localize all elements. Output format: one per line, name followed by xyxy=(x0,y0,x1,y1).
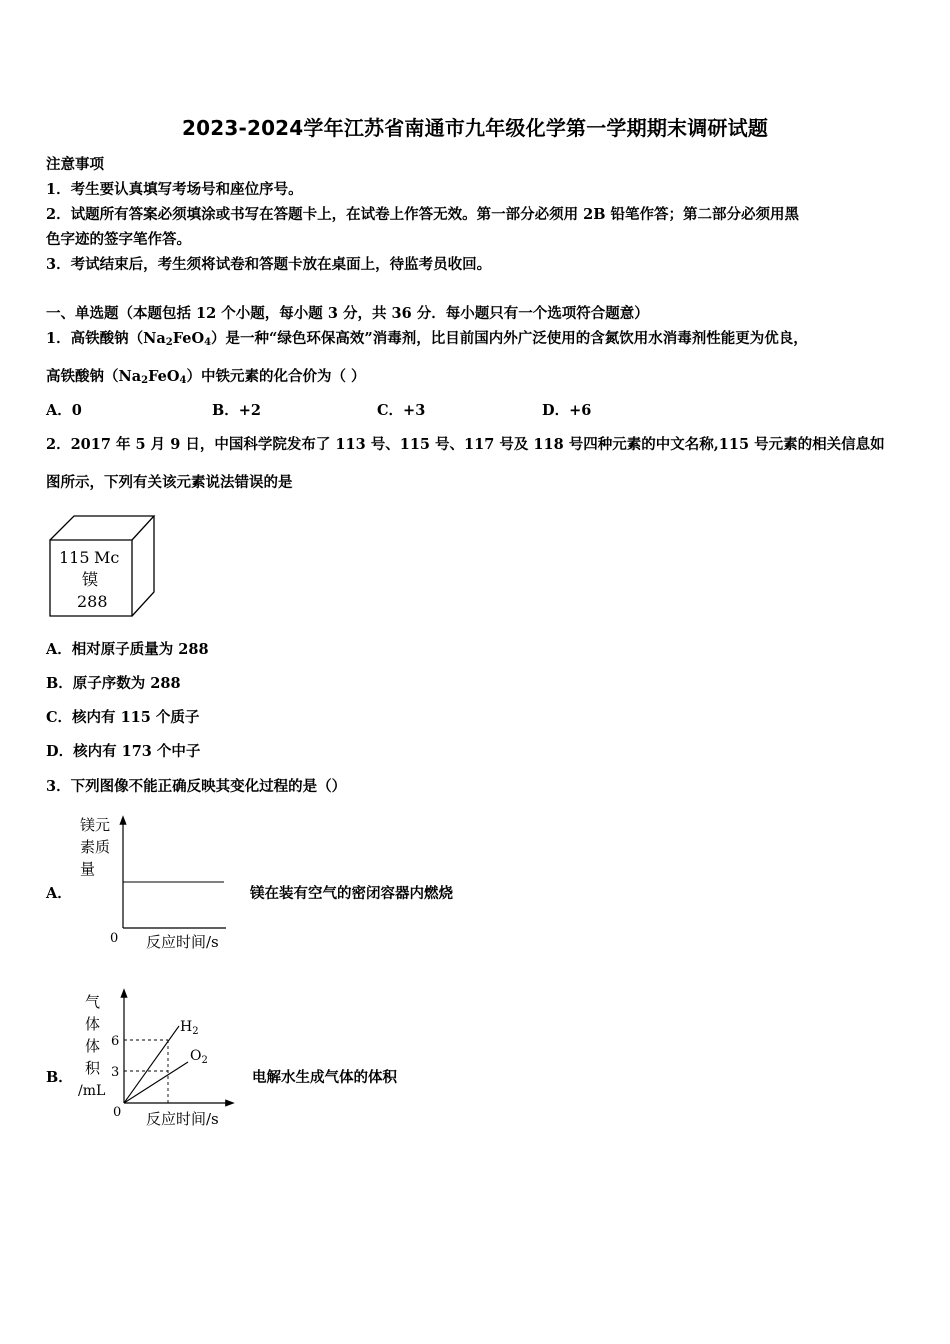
element-card-side xyxy=(132,516,154,616)
element-mass: 288 xyxy=(77,592,108,611)
q2-option-c[interactable]: C．核内有 115 个质子 xyxy=(46,709,200,726)
q3-option-a-label[interactable]: A． xyxy=(46,885,72,902)
q1-stem-line1: 1．高铁酸钠$(Na_2FeO_4)$是一种“绿色环保高效”消毒剂，比目前国内外广泛使用的含氮饮用水消毒剂性能更为优良， xyxy=(46,330,808,348)
q2-stem-line2: 图所示，下列有关该元素说法错误的是 xyxy=(46,474,293,491)
q2-stem-line1: 2．2017 年 5 月 9 日，中国科学院发布了 113 号、115 号、117 号及 118 号四种元素的中文名称,115 号元素的相关信息如 xyxy=(46,436,885,453)
graph-a-origin: 0 xyxy=(110,931,119,946)
q3-stem: 3．下列图像不能正确反映其变化过程的是（） xyxy=(46,778,347,795)
notice-item-3: 3．考试结束后，考生须将试卷和答题卡放在桌面上，待监考员收回。 xyxy=(46,256,492,273)
q1-stem-line2: 高铁酸钠$(Na_2FeO_4)$中铁元素的化合价为（ ） xyxy=(46,368,366,386)
element-card-top xyxy=(50,516,154,540)
q3-option-b-label[interactable]: B． xyxy=(46,1069,73,1086)
notice-item-2-line1: 2．试题所有答案必须填涂或书写在答题卡上，在试卷上作答无效。第一部分必须用 2B 铅笔作答；第二部分必须用黑 xyxy=(46,206,800,223)
notice-item-1: 1．考生要认真填写考场号和座位序号。 xyxy=(46,181,303,198)
element-symbol: Mc xyxy=(94,548,120,567)
graph-b-tick-6: 6 xyxy=(111,1034,120,1049)
graph-b-ylabel-3: 体 xyxy=(85,1037,101,1055)
q2-option-a[interactable]: A．相对原子质量为 288 xyxy=(46,641,209,658)
graph-b-ylabel-1: 气 xyxy=(85,993,101,1011)
q3-option-b-desc: 电解水生成气体的体积 xyxy=(252,1069,397,1086)
notice-heading: 注意事项 xyxy=(46,156,104,173)
q1-option-b[interactable]: B．+2 xyxy=(212,402,261,419)
graph-b-series-h2 xyxy=(124,1026,179,1103)
q1-option-d[interactable]: D．+6 xyxy=(542,402,592,419)
notice-item-2-line2: 色字迹的签字笔作答。 xyxy=(46,231,191,248)
graph-a-ylabel-3: 量 xyxy=(80,860,96,878)
page-title: 2023-2024学年江苏省南通市九年级化学第一学期期末调研试题 xyxy=(181,116,769,140)
graph-b-origin: 0 xyxy=(113,1105,122,1120)
graph-a-xlabel: 反应时间/s xyxy=(146,933,219,951)
q1-option-a[interactable]: A．0 xyxy=(46,402,82,419)
graph-b-ylabel-2: 体 xyxy=(85,1015,101,1033)
graph-a-ylabel-2: 素质 xyxy=(80,838,111,856)
graph-a-ylabel-1: 镁元 xyxy=(80,816,111,834)
graph-b-label-h2: $H_2$ xyxy=(180,1019,199,1037)
graph-b-label-o2: $O_2$ xyxy=(190,1048,208,1066)
graph-a xyxy=(76,810,236,955)
q2-option-b[interactable]: B．原子序数为 288 xyxy=(46,675,181,692)
graph-b-yunit: /mL xyxy=(78,1083,106,1099)
graph-b-xlabel: 反应时间/s xyxy=(146,1110,219,1128)
element-name: 镆 xyxy=(82,570,99,589)
graph-b-series-o2 xyxy=(124,1062,188,1103)
q3-option-a-desc: 镁在装有空气的密闭容器内燃烧 xyxy=(250,885,453,902)
element-card xyxy=(44,512,160,624)
q1-option-c[interactable]: C．+3 xyxy=(377,402,426,419)
section-heading: 一、单选题（本题包括 12 个小题，每小题 3 分，共 36 分．每小题只有一个选项符合题意） xyxy=(46,305,649,322)
graph-b-tick-3: 3 xyxy=(111,1065,120,1080)
q2-option-d[interactable]: D．核内有 173 个中子 xyxy=(46,743,201,760)
graph-b-ylabel-4: 积 xyxy=(85,1059,101,1077)
graph-b xyxy=(76,985,241,1130)
element-number: 115 xyxy=(59,548,90,567)
